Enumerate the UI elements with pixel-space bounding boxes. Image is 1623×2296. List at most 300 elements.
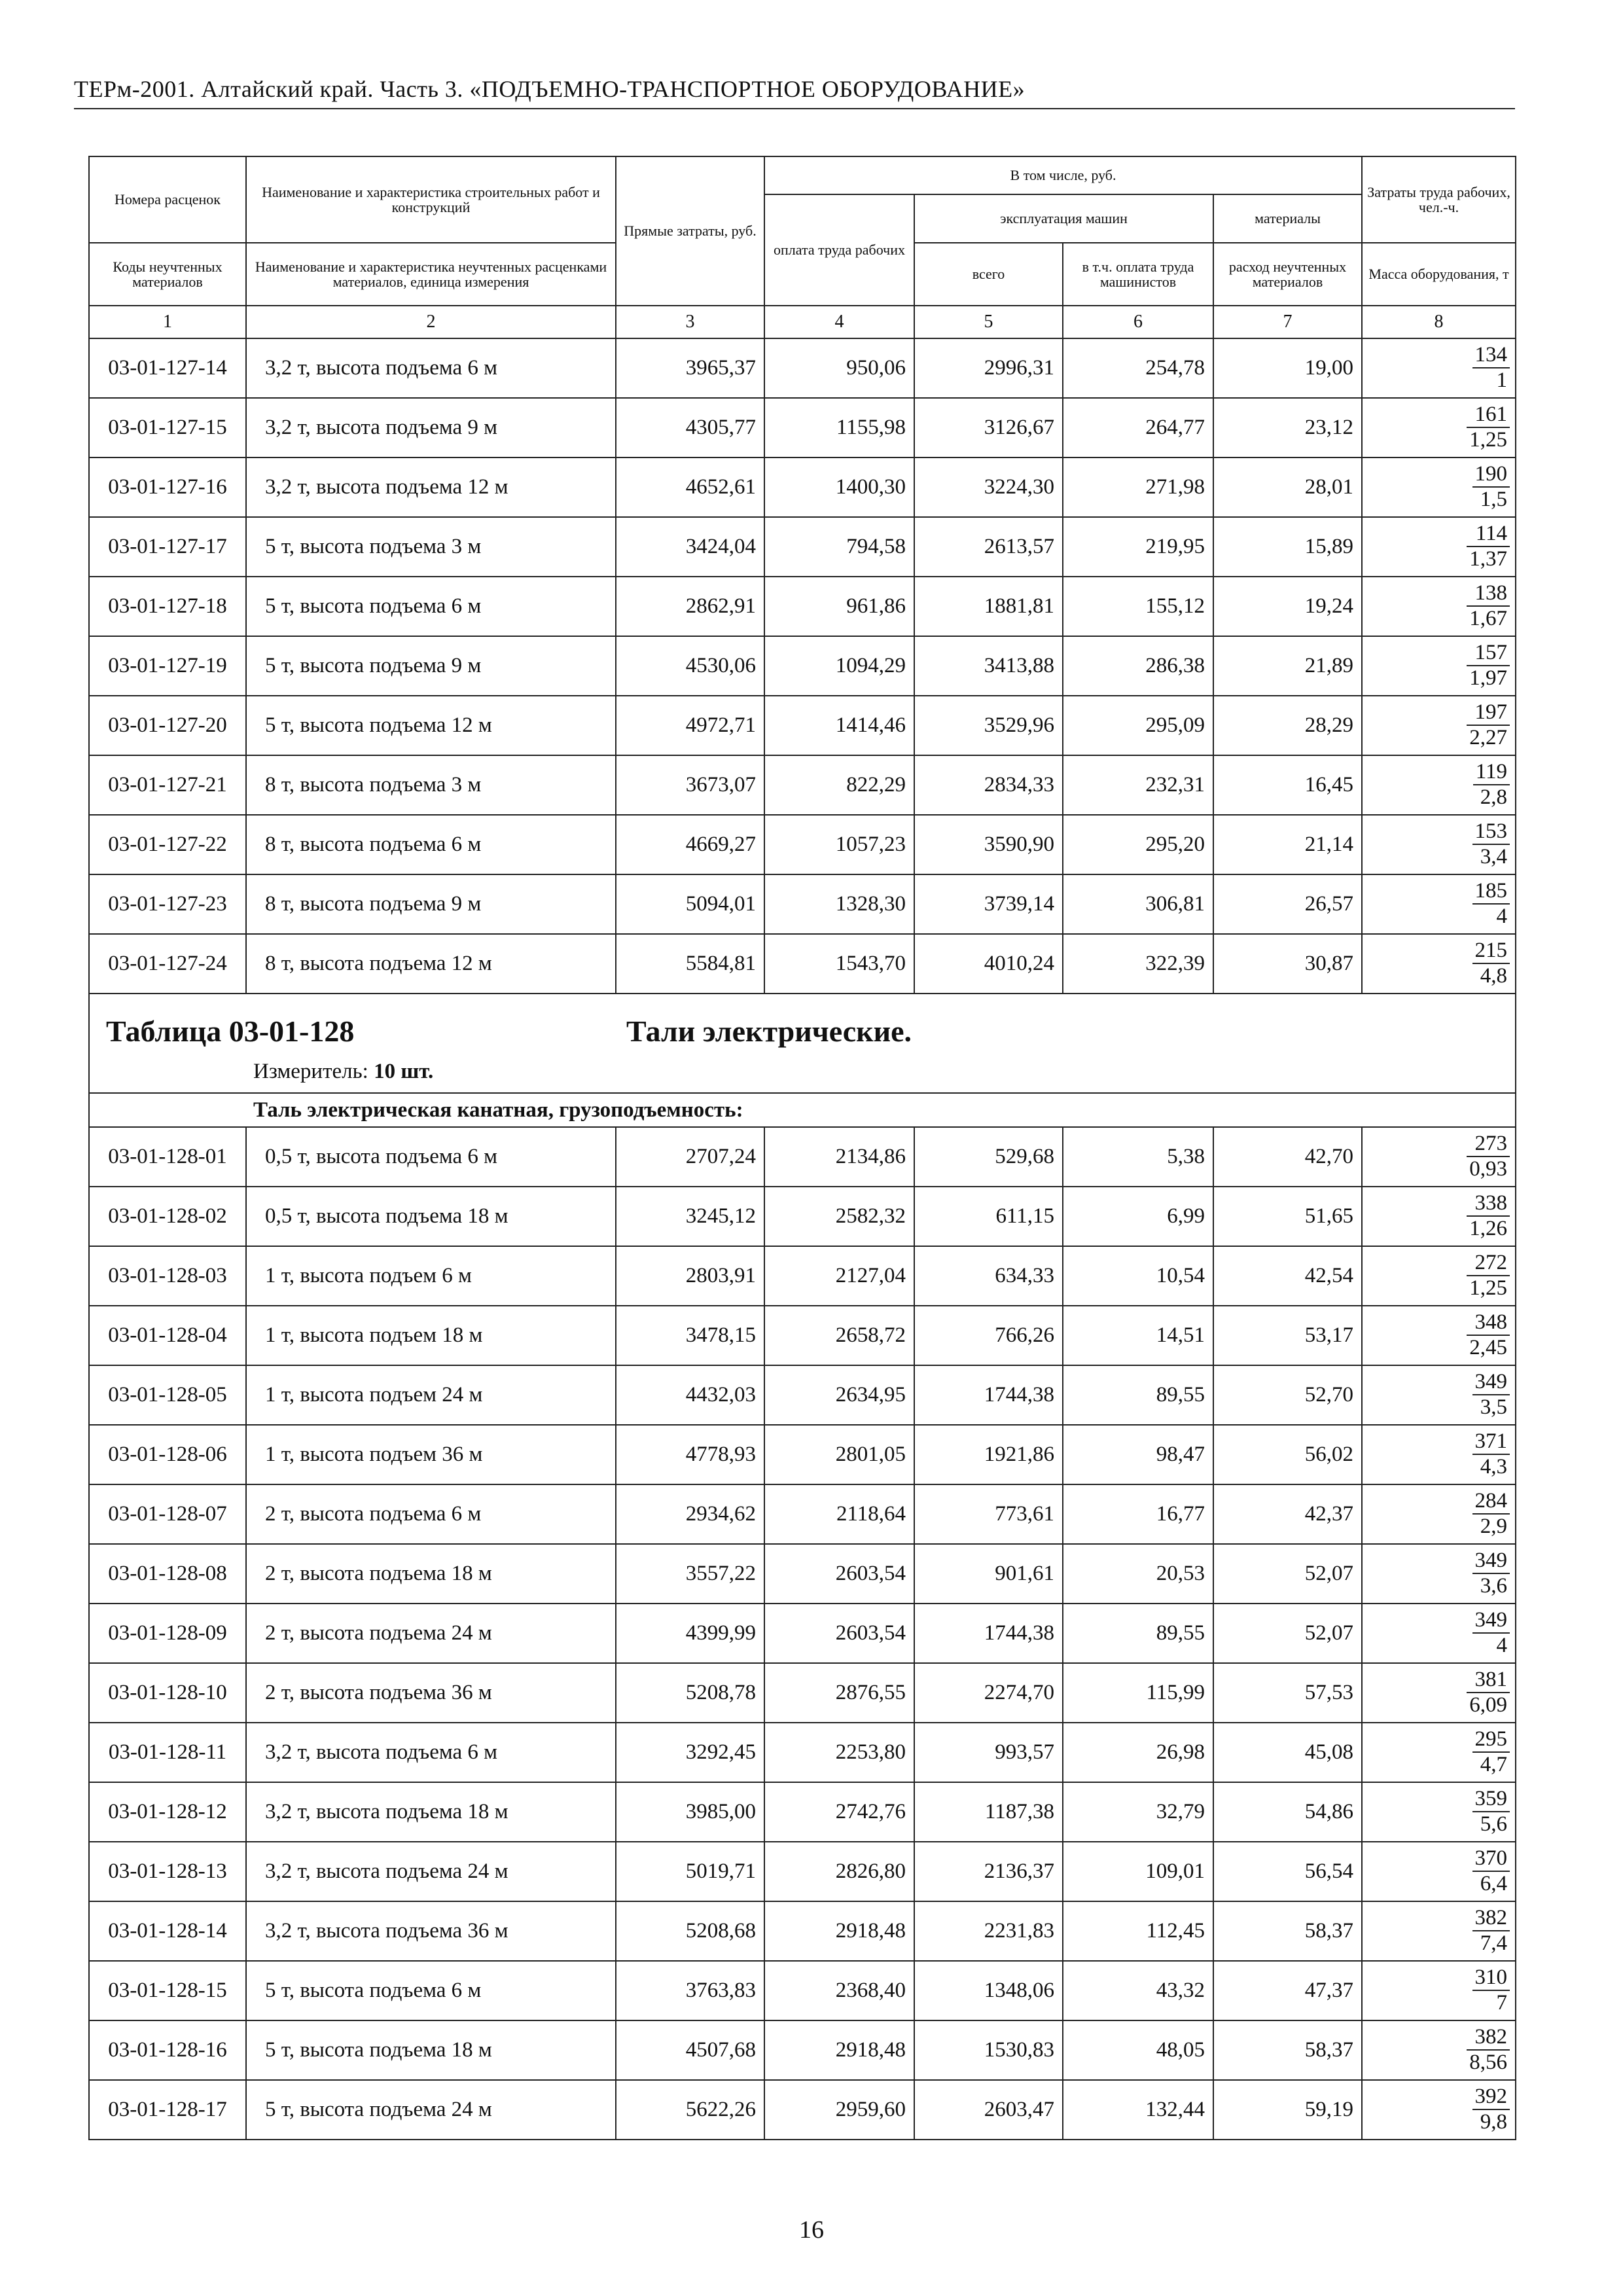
work-name-cell: 2 т, высота подъема 18 м — [246, 1544, 616, 1604]
hours-mass-cell — [1362, 1544, 1516, 1604]
worker-pay-cell: 1094,29 — [764, 636, 914, 696]
hours-over-mass-fraction — [1473, 761, 1510, 808]
equipment-mass-value: 0,93 — [1469, 1157, 1508, 1181]
work-name-cell: 1 т, высота подъем 24 м — [246, 1365, 616, 1425]
hours-mass-cell — [1362, 874, 1516, 934]
work-name-cell: 0,5 т, высота подъема 18 м — [246, 1187, 616, 1246]
equipment-mass-value: 4 — [1496, 1633, 1508, 1657]
table-row — [89, 934, 1516, 994]
materials-cell: 58,37 — [1213, 2020, 1362, 2080]
direct-costs-cell: 3985,00 — [616, 1782, 764, 1842]
materials-cell: 30,87 — [1213, 934, 1362, 994]
hours-over-mass-fraction — [1472, 880, 1510, 927]
labor-hours-value: 153 — [1472, 821, 1510, 845]
hours-mass-cell — [1362, 755, 1516, 815]
subheading-row — [89, 1093, 1516, 1127]
labor-hours-value: 119 — [1473, 761, 1510, 785]
direct-costs-cell: 5622,26 — [616, 2080, 764, 2140]
hours-mass-cell — [1362, 1604, 1516, 1663]
hours-mass-cell — [1362, 2080, 1516, 2140]
direct-costs-cell: 4778,93 — [616, 1425, 764, 1484]
hours-mass-cell — [1362, 1484, 1516, 1544]
machines-total-cell: 2996,31 — [914, 338, 1063, 398]
worker-pay-cell: 2127,04 — [764, 1246, 914, 1306]
direct-costs-cell: 5094,01 — [616, 874, 764, 934]
materials-cell: 28,01 — [1213, 457, 1362, 517]
machines-total-cell: 1530,83 — [914, 2020, 1063, 2080]
labor-hours-value: 295 — [1472, 1729, 1510, 1753]
direct-costs-cell: 5584,81 — [616, 934, 764, 994]
equipment-mass-value: 4 — [1496, 904, 1508, 928]
header-material-names: Наименование и характеристика неучтенных расценками материалов, единица измерения — [246, 243, 616, 306]
direct-costs-cell: 4305,77 — [616, 398, 764, 457]
machines-total-cell: 766,26 — [914, 1306, 1063, 1365]
table-row — [89, 338, 1516, 398]
section-header-row — [89, 994, 1516, 1093]
work-name-cell: 8 т, высота подъема 9 м — [246, 874, 616, 934]
direct-costs-cell: 3424,04 — [616, 517, 764, 577]
machinist-pay-cell: 112,45 — [1063, 1901, 1213, 1961]
hours-over-mass-fraction — [1467, 583, 1510, 630]
labor-hours-value: 382 — [1472, 1907, 1510, 1931]
worker-pay-cell: 2801,05 — [764, 1425, 914, 1484]
labor-hours-value: 349 — [1472, 1371, 1510, 1395]
direct-costs-cell: 4652,61 — [616, 457, 764, 517]
labor-hours-value: 359 — [1472, 1788, 1510, 1812]
machinist-pay-cell: 295,20 — [1063, 815, 1213, 874]
work-name-cell: 2 т, высота подъема 6 м — [246, 1484, 616, 1544]
table-row — [89, 636, 1516, 696]
work-name-cell: 8 т, высота подъема 6 м — [246, 815, 616, 874]
machines-total-cell: 4010,24 — [914, 934, 1063, 994]
equipment-mass-value: 4,7 — [1480, 1752, 1508, 1776]
hours-over-mass-fraction — [1472, 1609, 1510, 1657]
machines-total-cell: 1348,06 — [914, 1961, 1063, 2020]
machines-total-cell: 1921,86 — [914, 1425, 1063, 1484]
labor-hours-value: 284 — [1472, 1490, 1510, 1515]
materials-cell: 19,24 — [1213, 577, 1362, 636]
page-number: 16 — [799, 2216, 824, 2244]
machines-total-cell: 2274,70 — [914, 1663, 1063, 1723]
direct-costs-cell: 2707,24 — [616, 1127, 764, 1187]
rate-code-cell: 03-01-128-03 — [89, 1246, 246, 1306]
hours-mass-cell — [1362, 577, 1516, 636]
work-name-cell: 2 т, высота подъема 36 м — [246, 1663, 616, 1723]
hours-mass-cell — [1362, 338, 1516, 398]
machinist-pay-cell: 6,99 — [1063, 1187, 1213, 1246]
hours-mass-cell — [1362, 1961, 1516, 2020]
worker-pay-cell: 2918,48 — [764, 2020, 914, 2080]
work-name-cell: 3,2 т, высота подъема 9 м — [246, 398, 616, 457]
direct-costs-cell: 4507,68 — [616, 2020, 764, 2080]
direct-costs-cell: 3478,15 — [616, 1306, 764, 1365]
worker-pay-cell: 2603,54 — [764, 1544, 914, 1604]
equipment-mass-value: 9,8 — [1480, 2109, 1508, 2134]
work-name-cell: 3,2 т, высота подъема 6 м — [246, 338, 616, 398]
hours-over-mass-fraction — [1472, 1431, 1510, 1478]
table-row — [89, 1365, 1516, 1425]
page-header-title: ТЕРм-2001. Алтайский край. Часть 3. «ПОДЪЕМНО-ТРАНСПОРТНОЕ ОБОРУДОВАНИЕ» — [74, 76, 1026, 102]
equipment-mass-value: 3,5 — [1480, 1395, 1508, 1419]
hours-over-mass-fraction — [1472, 344, 1510, 391]
hours-mass-cell — [1362, 1246, 1516, 1306]
materials-cell: 15,89 — [1213, 517, 1362, 577]
machines-total-cell: 3529,96 — [914, 696, 1063, 755]
machinist-pay-cell: 98,47 — [1063, 1425, 1213, 1484]
rate-code-cell: 03-01-128-12 — [89, 1782, 246, 1842]
column-number: 5 — [914, 306, 1063, 338]
header-labor-hours: Затраты труда рабочих, чел.-ч. — [1362, 156, 1516, 243]
labor-hours-value: 273 — [1467, 1133, 1510, 1157]
hours-mass-cell — [1362, 1306, 1516, 1365]
machinist-pay-cell: 89,55 — [1063, 1604, 1213, 1663]
meter — [253, 1060, 433, 1084]
machines-total-cell: 2136,37 — [914, 1842, 1063, 1901]
labor-hours-value: 392 — [1472, 2086, 1510, 2110]
worker-pay-cell: 1414,46 — [764, 696, 914, 755]
machines-total-cell: 2613,57 — [914, 517, 1063, 577]
equipment-mass-value: 2,45 — [1469, 1335, 1508, 1359]
labor-hours-value: 370 — [1472, 1848, 1510, 1872]
materials-cell: 52,07 — [1213, 1544, 1362, 1604]
column-number: 3 — [616, 306, 764, 338]
work-name-cell: 3,2 т, высота подъема 12 м — [246, 457, 616, 517]
hours-mass-cell — [1362, 934, 1516, 994]
work-name-cell: 3,2 т, высота подъема 6 м — [246, 1723, 616, 1782]
worker-pay-cell: 2876,55 — [764, 1663, 914, 1723]
table-row — [89, 1723, 1516, 1782]
hours-mass-cell — [1362, 1782, 1516, 1842]
equipment-mass-value: 6,4 — [1480, 1871, 1508, 1895]
labor-hours-value: 215 — [1472, 940, 1510, 964]
worker-pay-cell: 1328,30 — [764, 874, 914, 934]
equipment-mass-value: 2,8 — [1480, 785, 1508, 809]
direct-costs-cell: 3292,45 — [616, 1723, 764, 1782]
machines-total-cell: 634,33 — [914, 1246, 1063, 1306]
worker-pay-cell: 2603,54 — [764, 1604, 914, 1663]
work-name-cell: 5 т, высота подъема 3 м — [246, 517, 616, 577]
labor-hours-value: 349 — [1472, 1609, 1510, 1634]
header-rule — [74, 108, 1515, 109]
hours-over-mass-fraction — [1467, 1312, 1510, 1359]
worker-pay-cell: 1400,30 — [764, 457, 914, 517]
labor-hours-value: 157 — [1467, 642, 1510, 666]
work-name-cell: 8 т, высота подъема 3 м — [246, 755, 616, 815]
worker-pay-cell: 961,86 — [764, 577, 914, 636]
machines-total-cell: 3590,90 — [914, 815, 1063, 874]
worker-pay-cell: 822,29 — [764, 755, 914, 815]
hours-over-mass-fraction — [1472, 2086, 1510, 2133]
machinist-pay-cell: 5,38 — [1063, 1127, 1213, 1187]
equipment-mass-value: 1,67 — [1469, 606, 1508, 630]
table-row — [89, 577, 1516, 636]
rate-code-cell: 03-01-128-17 — [89, 2080, 246, 2140]
hours-over-mass-fraction — [1467, 523, 1510, 570]
header-materials: материалы — [1213, 194, 1362, 243]
worker-pay-cell: 950,06 — [764, 338, 914, 398]
labor-hours-value: 310 — [1472, 1967, 1510, 1991]
header-direct-costs: Прямые затраты, руб. — [616, 156, 764, 306]
worker-pay-cell: 794,58 — [764, 517, 914, 577]
hours-over-mass-fraction — [1472, 821, 1510, 868]
machinist-pay-cell: 26,98 — [1063, 1723, 1213, 1782]
equipment-mass-value: 1,97 — [1469, 666, 1508, 690]
rate-code-cell: 03-01-127-18 — [89, 577, 246, 636]
header-rate-numbers: Номера расценок — [89, 156, 246, 243]
rate-code-cell: 03-01-128-04 — [89, 1306, 246, 1365]
hours-over-mass-fraction — [1472, 1490, 1510, 1537]
labor-hours-value: 197 — [1467, 702, 1510, 726]
rate-code-cell: 03-01-128-14 — [89, 1901, 246, 1961]
machinist-pay-cell: 322,39 — [1063, 934, 1213, 994]
column-number: 7 — [1213, 306, 1362, 338]
machinist-pay-cell: 254,78 — [1063, 338, 1213, 398]
worker-pay-cell: 2658,72 — [764, 1306, 914, 1365]
machinist-pay-cell: 232,31 — [1063, 755, 1213, 815]
work-name-cell: 3,2 т, высота подъема 24 м — [246, 1842, 616, 1901]
hours-mass-cell — [1362, 696, 1516, 755]
materials-cell: 19,00 — [1213, 338, 1362, 398]
work-name-cell: 5 т, высота подъема 6 м — [246, 577, 616, 636]
table-label: Таблица 03-01-128 — [106, 1014, 355, 1048]
table-row — [89, 1901, 1516, 1961]
work-name-cell: 3,2 т, высота подъема 18 м — [246, 1782, 616, 1842]
labor-hours-value: 371 — [1472, 1431, 1510, 1455]
labor-hours-value: 338 — [1467, 1193, 1510, 1217]
machines-total-cell: 1187,38 — [914, 1782, 1063, 1842]
work-name-cell: 1 т, высота подъем 18 м — [246, 1306, 616, 1365]
hours-mass-cell — [1362, 398, 1516, 457]
column-number: 4 — [764, 306, 914, 338]
labor-hours-value: 382 — [1467, 2026, 1510, 2051]
materials-cell: 16,45 — [1213, 755, 1362, 815]
machines-total-cell: 2834,33 — [914, 755, 1063, 815]
subheading: Таль электрическая канатная, грузоподъемность: — [89, 1093, 1516, 1127]
equipment-mass-value: 6,09 — [1469, 1693, 1508, 1717]
meter-label: Измеритель: — [253, 1060, 368, 1083]
materials-cell: 53,17 — [1213, 1306, 1362, 1365]
equipment-mass-value: 7 — [1496, 1990, 1508, 2015]
labor-hours-value: 138 — [1467, 583, 1510, 607]
materials-cell: 42,54 — [1213, 1246, 1362, 1306]
machinist-pay-cell: 155,12 — [1063, 577, 1213, 636]
machinist-pay-cell: 219,95 — [1063, 517, 1213, 577]
machines-total-cell: 611,15 — [914, 1187, 1063, 1246]
work-name-cell: 8 т, высота подъема 12 м — [246, 934, 616, 994]
labor-hours-value: 349 — [1472, 1550, 1510, 1574]
hours-mass-cell — [1362, 2020, 1516, 2080]
equipment-mass-value: 2,27 — [1469, 725, 1508, 749]
materials-cell: 21,14 — [1213, 815, 1362, 874]
hours-mass-cell — [1362, 1425, 1516, 1484]
rate-code-cell: 03-01-127-19 — [89, 636, 246, 696]
equipment-mass-value: 1,37 — [1469, 547, 1508, 571]
direct-costs-cell: 2934,62 — [616, 1484, 764, 1544]
rate-code-cell: 03-01-127-17 — [89, 517, 246, 577]
direct-costs-cell: 5208,68 — [616, 1901, 764, 1961]
table-row — [89, 1306, 1516, 1365]
materials-cell: 56,54 — [1213, 1842, 1362, 1901]
worker-pay-cell: 2582,32 — [764, 1187, 914, 1246]
column-number-row — [89, 306, 1516, 338]
machinist-pay-cell: 32,79 — [1063, 1782, 1213, 1842]
machinist-pay-cell: 271,98 — [1063, 457, 1213, 517]
machinist-pay-cell: 10,54 — [1063, 1246, 1213, 1306]
hours-over-mass-fraction — [1472, 1907, 1510, 1954]
work-name-cell: 3,2 т, высота подъема 36 м — [246, 1901, 616, 1961]
materials-cell: 54,86 — [1213, 1782, 1362, 1842]
materials-cell: 57,53 — [1213, 1663, 1362, 1723]
table-row — [89, 1127, 1516, 1187]
hours-over-mass-fraction — [1467, 1252, 1510, 1299]
hours-mass-cell — [1362, 1127, 1516, 1187]
hours-over-mass-fraction — [1472, 1729, 1510, 1776]
materials-cell: 56,02 — [1213, 1425, 1362, 1484]
direct-costs-cell: 3763,83 — [616, 1961, 764, 2020]
hours-mass-cell — [1362, 815, 1516, 874]
rate-code-cell: 03-01-127-14 — [89, 338, 246, 398]
machines-total-cell: 2231,83 — [914, 1901, 1063, 1961]
table-row — [89, 1782, 1516, 1842]
header-material-codes: Коды неучтенных материалов — [89, 243, 246, 306]
worker-pay-cell: 1543,70 — [764, 934, 914, 994]
machines-total-cell: 3413,88 — [914, 636, 1063, 696]
column-number: 6 — [1063, 306, 1213, 338]
direct-costs-cell: 2803,91 — [616, 1246, 764, 1306]
worker-pay-cell: 2368,40 — [764, 1961, 914, 2020]
worker-pay-cell: 2134,86 — [764, 1127, 914, 1187]
rate-code-cell: 03-01-128-09 — [89, 1604, 246, 1663]
hours-mass-cell — [1362, 1187, 1516, 1246]
materials-cell: 21,89 — [1213, 636, 1362, 696]
materials-cell: 51,65 — [1213, 1187, 1362, 1246]
worker-pay-cell: 2918,48 — [764, 1901, 914, 1961]
machinist-pay-cell: 115,99 — [1063, 1663, 1213, 1723]
table-row — [89, 1425, 1516, 1484]
rate-code-cell: 03-01-128-08 — [89, 1544, 246, 1604]
hours-over-mass-fraction — [1472, 463, 1510, 511]
direct-costs-cell: 4432,03 — [616, 1365, 764, 1425]
hours-mass-cell — [1362, 1663, 1516, 1723]
machinist-pay-cell: 306,81 — [1063, 874, 1213, 934]
equipment-mass-value: 1,25 — [1469, 1276, 1508, 1300]
equipment-mass-value: 1 — [1496, 368, 1508, 392]
worker-pay-cell: 1057,23 — [764, 815, 914, 874]
table-row — [89, 755, 1516, 815]
column-number: 8 — [1362, 306, 1516, 338]
materials-cell: 52,07 — [1213, 1604, 1362, 1663]
hours-over-mass-fraction — [1467, 2026, 1510, 2073]
direct-costs-cell: 4669,27 — [616, 815, 764, 874]
table-row — [89, 1663, 1516, 1723]
table-row — [89, 696, 1516, 755]
equipment-mass-value: 1,25 — [1469, 427, 1508, 452]
machines-total-cell: 529,68 — [914, 1127, 1063, 1187]
materials-cell: 26,57 — [1213, 874, 1362, 934]
machinist-pay-cell: 286,38 — [1063, 636, 1213, 696]
machinist-pay-cell: 264,77 — [1063, 398, 1213, 457]
worker-pay-cell: 2959,60 — [764, 2080, 914, 2140]
direct-costs-cell: 2862,91 — [616, 577, 764, 636]
rates-table — [88, 156, 1516, 2140]
work-name-cell: 2 т, высота подъема 24 м — [246, 1604, 616, 1663]
hours-over-mass-fraction — [1472, 1371, 1510, 1418]
hours-mass-cell — [1362, 457, 1516, 517]
work-name-cell: 1 т, высота подъем 6 м — [246, 1246, 616, 1306]
direct-costs-cell: 3673,07 — [616, 755, 764, 815]
table-row — [89, 1604, 1516, 1663]
machinist-pay-cell: 16,77 — [1063, 1484, 1213, 1544]
direct-costs-cell: 4972,71 — [616, 696, 764, 755]
worker-pay-cell: 2742,76 — [764, 1782, 914, 1842]
table-row — [89, 815, 1516, 874]
direct-costs-cell: 3245,12 — [616, 1187, 764, 1246]
table-title: Тали электрические. — [626, 1014, 912, 1048]
equipment-mass-value: 1,5 — [1480, 487, 1508, 511]
hours-over-mass-fraction — [1472, 1788, 1510, 1835]
machines-total-cell: 1744,38 — [914, 1365, 1063, 1425]
worker-pay-cell: 1155,98 — [764, 398, 914, 457]
column-number: 2 — [246, 306, 616, 338]
labor-hours-value: 134 — [1472, 344, 1510, 368]
table-row — [89, 2020, 1516, 2080]
rate-code-cell: 03-01-128-02 — [89, 1187, 246, 1246]
work-name-cell: 1 т, высота подъем 36 м — [246, 1425, 616, 1484]
rate-code-cell: 03-01-128-15 — [89, 1961, 246, 2020]
direct-costs-cell: 4399,99 — [616, 1604, 764, 1663]
work-name-cell: 5 т, высота подъема 6 м — [246, 1961, 616, 2020]
hours-over-mass-fraction — [1467, 1669, 1510, 1716]
labor-hours-value: 272 — [1467, 1252, 1510, 1276]
rate-code-cell: 03-01-127-23 — [89, 874, 246, 934]
direct-costs-cell: 5208,78 — [616, 1663, 764, 1723]
meter-value: 10 шт. — [374, 1060, 434, 1083]
materials-cell: 23,12 — [1213, 398, 1362, 457]
header-work-name: Наименование и характеристика строительных работ и конструкций — [246, 156, 616, 243]
rate-code-cell: 03-01-127-22 — [89, 815, 246, 874]
work-name-cell: 5 т, высота подъема 9 м — [246, 636, 616, 696]
machines-total-cell: 2603,47 — [914, 2080, 1063, 2140]
rate-code-cell: 03-01-127-16 — [89, 457, 246, 517]
materials-cell: 45,08 — [1213, 1723, 1362, 1782]
machinist-pay-cell: 89,55 — [1063, 1365, 1213, 1425]
worker-pay-cell: 2118,64 — [764, 1484, 914, 1544]
machinist-pay-cell: 132,44 — [1063, 2080, 1213, 2140]
machinist-pay-cell: 14,51 — [1063, 1306, 1213, 1365]
equipment-mass-value: 4,3 — [1480, 1454, 1508, 1479]
materials-cell: 58,37 — [1213, 1901, 1362, 1961]
header-equipment-mass: Масса оборудования, т — [1362, 243, 1516, 306]
equipment-mass-value: 8,56 — [1469, 2050, 1508, 2074]
header-machinist-pay: в т.ч. оплата труда машинистов — [1063, 243, 1213, 306]
rate-code-cell: 03-01-128-07 — [89, 1484, 246, 1544]
work-name-cell: 5 т, высота подъема 18 м — [246, 2020, 616, 2080]
hours-mass-cell — [1362, 1842, 1516, 1901]
hours-over-mass-fraction — [1467, 404, 1510, 451]
machinist-pay-cell: 20,53 — [1063, 1544, 1213, 1604]
machines-total-cell: 1881,81 — [914, 577, 1063, 636]
materials-cell: 42,37 — [1213, 1484, 1362, 1544]
column-number: 1 — [89, 306, 246, 338]
machines-total-cell: 773,61 — [914, 1484, 1063, 1544]
hours-mass-cell — [1362, 636, 1516, 696]
rate-code-cell: 03-01-127-21 — [89, 755, 246, 815]
machines-total-cell: 993,57 — [914, 1723, 1063, 1782]
worker-pay-cell: 2634,95 — [764, 1365, 914, 1425]
table-row — [89, 874, 1516, 934]
table-row — [89, 1842, 1516, 1901]
hours-over-mass-fraction — [1472, 940, 1510, 987]
